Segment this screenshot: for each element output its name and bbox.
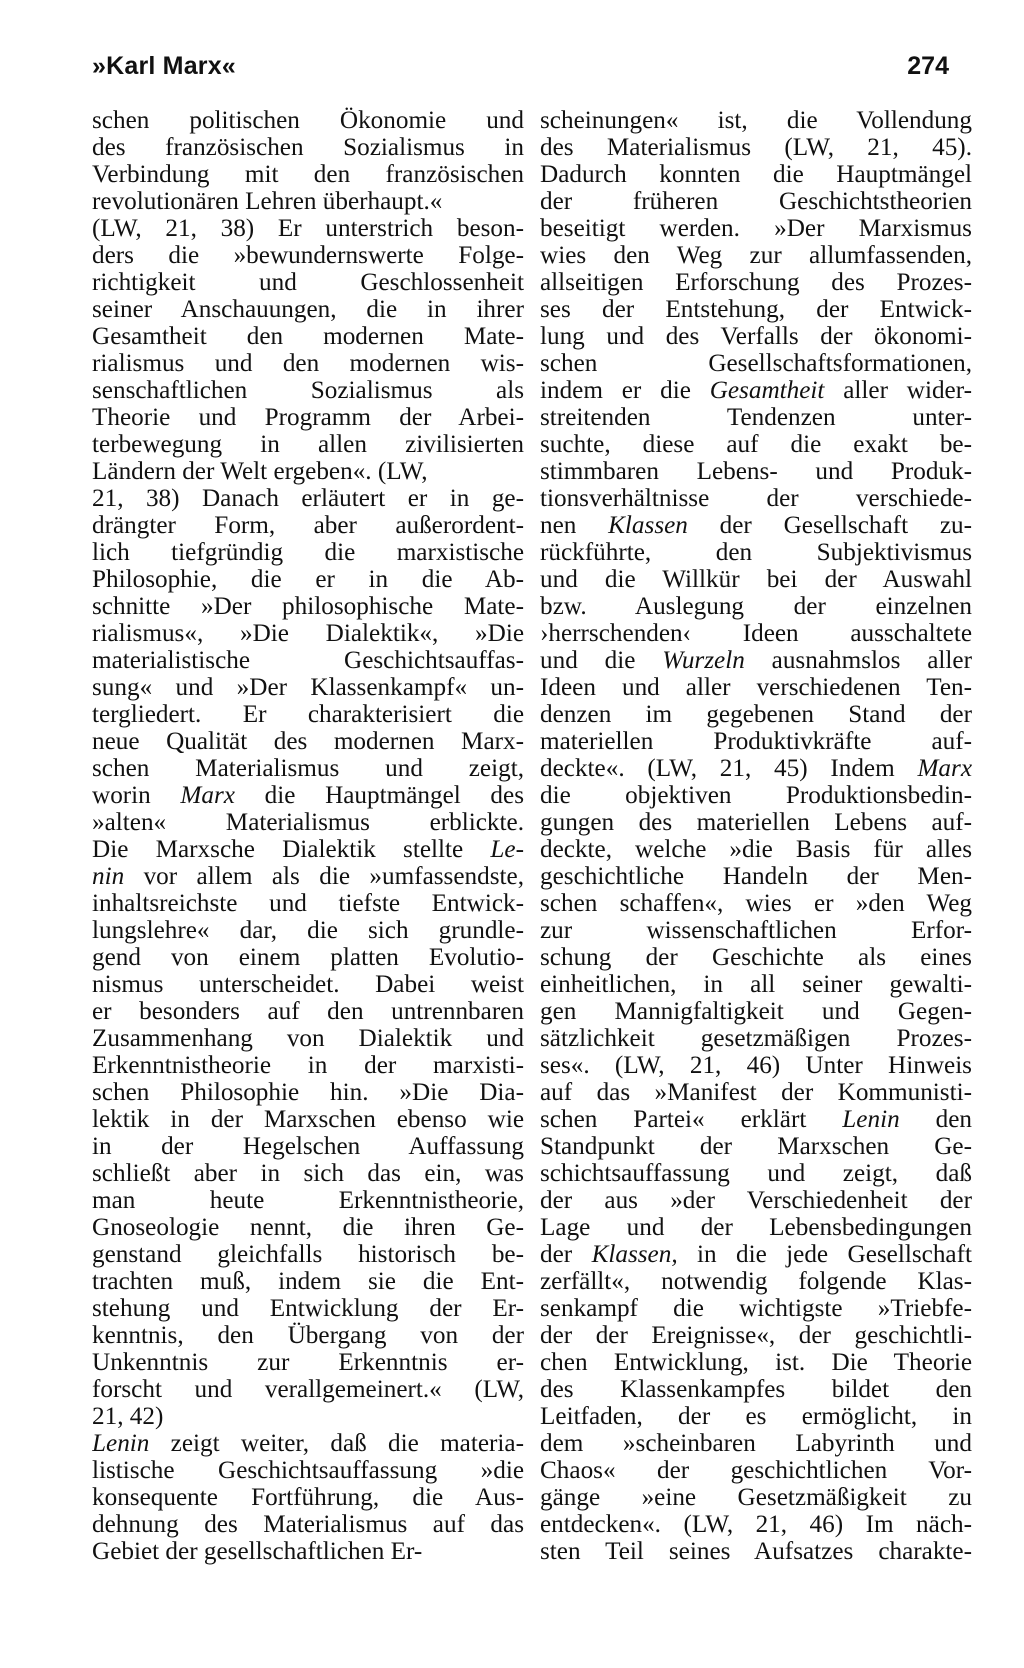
right-text-column bbox=[540, 107, 972, 1565]
text-run: zeigt weiter, daß die materia- bbox=[149, 1430, 524, 1457]
text-line bbox=[92, 296, 524, 323]
text-line bbox=[92, 242, 524, 269]
text-line bbox=[92, 458, 524, 485]
text-run: dehnung des Materialismus auf das bbox=[92, 1511, 524, 1538]
text-run: genstand gleichfalls historisch be- bbox=[92, 1241, 524, 1268]
text-run: revolutionären Lehren überhaupt.« bbox=[92, 188, 443, 215]
text-line bbox=[92, 1511, 524, 1538]
text-run: vor allem als die »umfassendste, bbox=[124, 863, 524, 890]
text-run: entdecken«. (LW, 21, 46) Im näch- bbox=[540, 1511, 972, 1538]
text-line bbox=[540, 1187, 972, 1214]
text-run: Leitfaden, der es ermöglicht, in bbox=[540, 1403, 972, 1430]
text-run: inhaltsreichste und tiefste Entwick- bbox=[92, 890, 524, 917]
text-run: scheinungen« ist, die Vollendung bbox=[540, 107, 972, 134]
text-line bbox=[92, 1214, 524, 1241]
text-line bbox=[540, 971, 972, 998]
text-line bbox=[540, 404, 972, 431]
text-line bbox=[92, 1106, 524, 1133]
text-run: des französischen Sozialismus in bbox=[92, 134, 524, 161]
text-run: Gesamtheit den modernen Mate- bbox=[92, 323, 524, 350]
text-line bbox=[92, 107, 524, 134]
text-run: Zusammenhang von Dialektik und bbox=[92, 1025, 524, 1052]
text-line bbox=[540, 296, 972, 323]
text-line bbox=[540, 377, 972, 404]
text-run: senkampf die wichtigste »Triebfe- bbox=[540, 1295, 972, 1322]
text-run: deckte«. (LW, 21, 45) Indem bbox=[540, 755, 918, 782]
page-number: 274 bbox=[907, 52, 949, 80]
text-run: zerfällt«, notwendig folgende Klas- bbox=[540, 1268, 972, 1295]
text-run: Chaos« der geschichtlichen Vor- bbox=[540, 1457, 972, 1484]
italic-text-run: Lenin bbox=[92, 1430, 150, 1457]
text-line bbox=[540, 890, 972, 917]
text-line bbox=[540, 1052, 972, 1079]
text-run: schließt aber in sich das ein, was bbox=[92, 1160, 524, 1187]
text-run: rückführte, den Subjektivismus bbox=[540, 539, 972, 566]
text-line bbox=[540, 863, 972, 890]
text-line bbox=[92, 782, 524, 809]
text-run: senschaftlichen Sozialismus als bbox=[92, 377, 524, 404]
text-run: listische Geschichtsauffassung »die bbox=[92, 1457, 524, 1484]
text-run: materiellen Produktivkräfte auf- bbox=[540, 728, 972, 755]
text-line bbox=[92, 188, 524, 215]
text-run: und die Willkür bei der Auswahl bbox=[540, 566, 972, 593]
text-run: lektik in der Marxschen ebenso wie bbox=[92, 1106, 524, 1133]
text-run: terbewegung in allen zivilisierten bbox=[92, 431, 524, 458]
text-line bbox=[540, 1376, 972, 1403]
text-run: nen bbox=[540, 512, 609, 539]
text-line bbox=[92, 1160, 524, 1187]
text-run: die objektiven Produktionsbedin- bbox=[540, 782, 972, 809]
text-run: ses«. (LW, 21, 46) Unter Hinweis bbox=[540, 1052, 972, 1079]
text-line bbox=[540, 188, 972, 215]
text-line bbox=[540, 323, 972, 350]
text-run: Lage und der Lebensbedingungen bbox=[540, 1214, 972, 1241]
text-line bbox=[540, 458, 972, 485]
running-head: »Karl Marx« bbox=[92, 52, 236, 80]
text-line bbox=[540, 161, 972, 188]
text-line bbox=[92, 593, 524, 620]
text-run: deckte, welche »die Basis für alles bbox=[540, 836, 972, 863]
text-line bbox=[540, 620, 972, 647]
text-run: auf das »Manifest der Kommunisti- bbox=[540, 1079, 972, 1106]
text-run: ›herrschenden‹ Ideen ausschaltete bbox=[540, 620, 972, 647]
italic-text-run: Marx bbox=[917, 755, 972, 782]
text-line bbox=[92, 1484, 524, 1511]
text-run: Erkenntnistheorie in der marxisti- bbox=[92, 1052, 524, 1079]
text-line bbox=[540, 350, 972, 377]
text-run: Ländern der Welt ergeben«. (LW, bbox=[92, 458, 428, 485]
text-line bbox=[540, 1079, 972, 1106]
text-line bbox=[540, 917, 972, 944]
text-line bbox=[540, 1133, 972, 1160]
left-text-column bbox=[92, 107, 524, 1565]
text-line bbox=[540, 944, 972, 971]
text-line bbox=[540, 134, 972, 161]
text-run: schung der Geschichte als eines bbox=[540, 944, 972, 971]
text-run: der Gesellschaft zu- bbox=[687, 512, 972, 539]
text-run: Verbindung mit den französischen bbox=[92, 161, 524, 188]
text-run: sung« und »Der Klassenkampf« un- bbox=[92, 674, 524, 701]
text-run: Gebiet der gesellschaftlichen Er- bbox=[92, 1538, 423, 1565]
text-run: ausnahmslos aller bbox=[744, 647, 972, 674]
text-run: Standpunkt der Marxschen Ge- bbox=[540, 1133, 972, 1160]
text-line bbox=[92, 1187, 524, 1214]
text-run: stimmbaren Lebens- und Produk- bbox=[540, 458, 972, 485]
text-run: ses der Entstehung, der Entwick- bbox=[540, 296, 972, 323]
text-run: aller wider- bbox=[824, 377, 972, 404]
text-line bbox=[540, 1268, 972, 1295]
text-run: Theorie und Programm der Arbei- bbox=[92, 404, 524, 431]
text-run: rialismus und den modernen wis- bbox=[92, 350, 524, 377]
text-line bbox=[92, 566, 524, 593]
text-run: den bbox=[899, 1106, 972, 1133]
italic-text-run: Klassen, bbox=[591, 1241, 678, 1268]
text-run: 21, 38) Danach erläutert er in ge- bbox=[92, 485, 524, 512]
text-line bbox=[540, 1349, 972, 1376]
text-run: schen Gesellschaftsformationen, bbox=[540, 350, 972, 377]
text-line bbox=[540, 998, 972, 1025]
text-line bbox=[92, 1322, 524, 1349]
text-run: sten Teil seines Aufsatzes charakte- bbox=[540, 1538, 972, 1565]
text-line bbox=[92, 647, 524, 674]
text-line bbox=[540, 1160, 972, 1187]
text-run: und die bbox=[540, 647, 663, 674]
text-line bbox=[92, 1052, 524, 1079]
text-run: schnitte »Der philosophische Mate- bbox=[92, 593, 524, 620]
text-run: man heute Erkenntnistheorie, bbox=[92, 1187, 524, 1214]
text-line bbox=[540, 1295, 972, 1322]
text-run: lungslehre« dar, die sich grundle- bbox=[92, 917, 524, 944]
text-run: gend von einem platten Evolutio- bbox=[92, 944, 524, 971]
text-line bbox=[540, 593, 972, 620]
text-run: in der Hegelschen Auffassung bbox=[92, 1133, 524, 1160]
italic-text-run: Wurzeln bbox=[662, 647, 745, 674]
text-line bbox=[540, 1106, 972, 1133]
text-run: »alten« Materialismus erblickte. bbox=[92, 809, 524, 836]
text-run: schen Materialismus und zeigt, bbox=[92, 755, 524, 782]
text-line bbox=[92, 1079, 524, 1106]
text-line bbox=[540, 728, 972, 755]
text-run: seiner Anschauungen, die in ihrer bbox=[92, 296, 524, 323]
text-run: suchte, diese auf die exakt be- bbox=[540, 431, 972, 458]
text-run: tionsverhältnisse der verschiede- bbox=[540, 485, 972, 512]
text-line bbox=[92, 512, 524, 539]
text-line bbox=[540, 485, 972, 512]
text-run: schen schaffen«, wies er »den Weg bbox=[540, 890, 972, 917]
text-run: chen Entwicklung, ist. Die Theorie bbox=[540, 1349, 972, 1376]
text-line bbox=[92, 161, 524, 188]
text-line bbox=[540, 836, 972, 863]
text-run: Die Marxsche Dialektik stellte bbox=[92, 836, 491, 863]
text-line bbox=[92, 1241, 524, 1268]
text-line bbox=[92, 1295, 524, 1322]
text-line bbox=[540, 674, 972, 701]
text-line bbox=[92, 971, 524, 998]
text-line bbox=[540, 755, 972, 782]
text-run: tergliedert. Er charakterisiert die bbox=[92, 701, 524, 728]
text-line bbox=[540, 1457, 972, 1484]
text-run: er besonders auf den untrennbaren bbox=[92, 998, 524, 1025]
text-line bbox=[540, 701, 972, 728]
text-line bbox=[540, 1322, 972, 1349]
text-line bbox=[92, 1268, 524, 1295]
text-line bbox=[540, 512, 972, 539]
text-line bbox=[540, 1511, 972, 1538]
text-line bbox=[540, 1214, 972, 1241]
text-line bbox=[540, 107, 972, 134]
text-line bbox=[92, 755, 524, 782]
text-run: des Klassenkampfes bildet den bbox=[540, 1376, 972, 1403]
text-run: lung und des Verfalls der ökonomi- bbox=[540, 323, 972, 350]
text-line bbox=[540, 782, 972, 809]
text-run: Philosophie, die er in die Ab- bbox=[92, 566, 524, 593]
text-run: Unkenntnis zur Erkenntnis er- bbox=[92, 1349, 524, 1376]
text-run: 21, 42) bbox=[92, 1403, 164, 1430]
text-run: gungen des materiellen Lebens auf- bbox=[540, 809, 972, 836]
text-run: gen Mannigfaltigkeit und Gegen- bbox=[540, 998, 972, 1025]
text-line bbox=[92, 404, 524, 431]
text-run: streitenden Tendenzen unter- bbox=[540, 404, 972, 431]
text-run: materialistische Geschichtsauffas- bbox=[92, 647, 524, 674]
text-run: Ideen und aller verschiedenen Ten- bbox=[540, 674, 972, 701]
text-run: dem »scheinbaren Labyrinth und bbox=[540, 1430, 972, 1457]
text-line bbox=[540, 1241, 972, 1268]
text-line bbox=[92, 836, 524, 863]
text-run: nismus unterscheidet. Dabei weist bbox=[92, 971, 524, 998]
text-line bbox=[92, 431, 524, 458]
text-line bbox=[92, 485, 524, 512]
text-run: trachten muß, indem sie die Ent- bbox=[92, 1268, 524, 1295]
text-run: ders die »bewundernswerte Folge- bbox=[92, 242, 524, 269]
italic-text-run: nin bbox=[92, 863, 125, 890]
text-line bbox=[540, 566, 972, 593]
italic-text-run: Le- bbox=[490, 836, 524, 863]
text-run: in die jede Gesellschaft bbox=[677, 1241, 972, 1268]
text-run: beseitigt werden. »Der Marxismus bbox=[540, 215, 972, 242]
text-line bbox=[92, 890, 524, 917]
text-line bbox=[92, 863, 524, 890]
text-line bbox=[540, 1484, 972, 1511]
text-line bbox=[92, 1376, 524, 1403]
text-run: Dadurch konnten die Hauptmängel bbox=[540, 161, 972, 188]
text-line bbox=[92, 1025, 524, 1052]
text-run: schen Philosophie hin. »Die Dia- bbox=[92, 1079, 524, 1106]
text-run: der der Ereignisse«, der geschichtli- bbox=[540, 1322, 972, 1349]
text-line bbox=[92, 1538, 524, 1565]
text-run: kenntnis, den Übergang von der bbox=[92, 1322, 524, 1349]
text-run: der früheren Geschichtstheorien bbox=[540, 188, 972, 215]
text-run: der bbox=[540, 1241, 592, 1268]
text-line bbox=[540, 1430, 972, 1457]
text-run: einheitlichen, in all seiner gewalti- bbox=[540, 971, 972, 998]
text-run: indem er die bbox=[540, 377, 710, 404]
italic-text-run: Klassen bbox=[608, 512, 688, 539]
italic-text-run: Lenin bbox=[842, 1106, 900, 1133]
text-run: die Hauptmängel des bbox=[234, 782, 524, 809]
text-run: schen Partei« erklärt bbox=[540, 1106, 843, 1133]
text-line bbox=[92, 809, 524, 836]
text-line bbox=[92, 917, 524, 944]
text-line bbox=[92, 134, 524, 161]
text-line bbox=[92, 377, 524, 404]
text-run: schichtsauffassung und zeigt, daß bbox=[540, 1160, 972, 1187]
text-line bbox=[92, 701, 524, 728]
text-run: rialismus«, »Die Dialektik«, »Die bbox=[92, 620, 524, 647]
text-run: zur wissenschaftlichen Erfor- bbox=[540, 917, 972, 944]
text-run: des Materialismus (LW, 21, 45). bbox=[540, 134, 972, 161]
text-line bbox=[92, 1349, 524, 1376]
text-line bbox=[92, 728, 524, 755]
text-run: der aus »der Verschiedenheit der bbox=[540, 1187, 972, 1214]
text-line bbox=[92, 1403, 524, 1430]
text-run: geschichtliche Handeln der Men- bbox=[540, 863, 972, 890]
text-run: wies den Weg zur allumfassenden, bbox=[540, 242, 972, 269]
text-line bbox=[540, 1025, 972, 1052]
text-run: Gnoseologie nennt, die ihren Ge- bbox=[92, 1214, 524, 1241]
text-run: worin bbox=[92, 782, 181, 809]
text-line bbox=[540, 1403, 972, 1430]
text-line bbox=[540, 1538, 972, 1565]
text-line bbox=[540, 215, 972, 242]
italic-text-run: Marx bbox=[180, 782, 235, 809]
text-run: sätzlichkeit gesetzmäßigen Prozes- bbox=[540, 1025, 972, 1052]
text-run: richtigkeit und Geschlossenheit bbox=[92, 269, 524, 296]
text-run: konsequente Fortführung, die Aus- bbox=[92, 1484, 524, 1511]
text-line bbox=[540, 809, 972, 836]
text-line bbox=[540, 269, 972, 296]
text-run: lich tiefgründig die marxistische bbox=[92, 539, 524, 566]
text-line bbox=[92, 944, 524, 971]
text-line bbox=[540, 242, 972, 269]
text-line bbox=[92, 1133, 524, 1160]
text-run: stehung und Entwicklung der Er- bbox=[92, 1295, 524, 1322]
text-run: gänge »eine Gesetzmäßigkeit zu bbox=[540, 1484, 972, 1511]
text-line bbox=[92, 998, 524, 1025]
text-run: allseitigen Erforschung des Prozes- bbox=[540, 269, 972, 296]
text-line bbox=[92, 1430, 524, 1457]
text-line bbox=[92, 620, 524, 647]
text-line bbox=[92, 269, 524, 296]
text-line bbox=[540, 539, 972, 566]
text-line bbox=[92, 215, 524, 242]
text-line bbox=[92, 323, 524, 350]
italic-text-run: Gesamtheit bbox=[709, 377, 825, 404]
text-line bbox=[92, 350, 524, 377]
text-line bbox=[540, 647, 972, 674]
text-run: schen politischen Ökonomie und bbox=[92, 107, 524, 134]
text-run: (LW, 21, 38) Er unterstrich beson- bbox=[92, 215, 524, 242]
text-line bbox=[92, 539, 524, 566]
text-run: forscht und verallgemeinert.« (LW, bbox=[92, 1376, 524, 1403]
text-run: neue Qualität des modernen Marx- bbox=[92, 728, 524, 755]
text-line bbox=[540, 431, 972, 458]
text-run: bzw. Auslegung der einzelnen bbox=[540, 593, 972, 620]
text-line bbox=[92, 1457, 524, 1484]
text-line bbox=[92, 674, 524, 701]
text-run: denzen im gegebenen Stand der bbox=[540, 701, 972, 728]
text-run: drängter Form, aber außerordent- bbox=[92, 512, 524, 539]
